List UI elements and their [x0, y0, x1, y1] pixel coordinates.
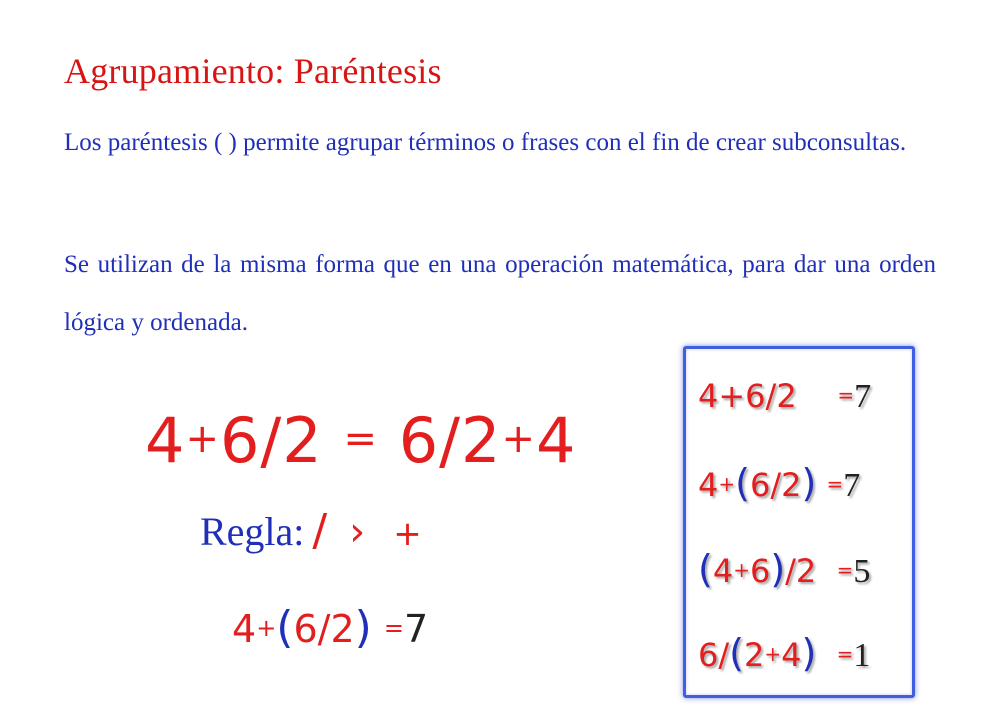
- ex-close-paren: ): [354, 602, 372, 653]
- row2-result: 7: [843, 467, 861, 504]
- eq-right-b: 4: [536, 404, 577, 477]
- row4-close: ): [801, 631, 817, 675]
- box-row-3: [698, 547, 870, 591]
- examples-box: [683, 346, 915, 698]
- eq-left-plus: +: [185, 416, 220, 462]
- row3-post: /2: [785, 552, 817, 590]
- paragraph-grouping: Los paréntesis ( ) permite agrupar términos o frases con el fin de crear subconsultas.: [64, 129, 907, 156]
- row4-result: 1: [853, 637, 871, 674]
- eq-left-a: 4: [145, 404, 186, 477]
- ex-inner: 6/2: [293, 607, 355, 651]
- row3-plus: +: [733, 558, 750, 582]
- box-row-4: [698, 631, 870, 675]
- row4-b: 4: [781, 636, 802, 674]
- slide-title: Agrupamiento: Paréntesis: [64, 51, 442, 91]
- row2-inner: 6/2: [749, 466, 802, 504]
- precedence-rule: [200, 505, 422, 556]
- row4-plus: +: [764, 642, 782, 666]
- eq-left-b: 6/2: [219, 404, 323, 477]
- row1-result: 7: [854, 378, 872, 415]
- row3-close: ): [770, 547, 786, 591]
- row3-open: (: [698, 547, 713, 591]
- eq-right-plus: +: [501, 416, 536, 462]
- rule-relation: ›: [349, 509, 366, 555]
- ex-open-paren: (: [276, 602, 294, 653]
- row1-equals: =: [837, 383, 855, 407]
- row3-b: 6: [749, 552, 771, 590]
- example-equation: [232, 602, 428, 653]
- main-equation: [145, 404, 576, 477]
- row3-result: 5: [853, 553, 871, 590]
- ex-equals: =: [383, 614, 404, 642]
- row2-plus: +: [718, 472, 736, 496]
- row2-equals: =: [826, 472, 844, 496]
- paragraph-usage: Se utilizan de la misma forma que en una operación matemática, para dar una orden lógica y ordenada.: [64, 251, 936, 336]
- ex-result: 7: [404, 607, 429, 651]
- ex-a: 4: [232, 607, 257, 651]
- rule-division: /: [312, 505, 328, 556]
- row4-pre: 6/: [698, 636, 730, 674]
- box-row-1: [698, 377, 871, 416]
- ex-plus: +: [256, 614, 277, 642]
- eq-equals: =: [343, 416, 378, 462]
- eq-right-a: 6/2: [398, 404, 502, 477]
- row1-expr: 4+6/2: [698, 377, 797, 415]
- row4-open: (: [729, 631, 744, 675]
- row2-close: ): [801, 461, 817, 505]
- rule-label: Regla:: [200, 509, 305, 554]
- rule-addition: +: [393, 514, 422, 554]
- row3-a: 4: [712, 552, 734, 590]
- row3-equals: =: [836, 558, 854, 582]
- row2-pre: 4: [698, 466, 719, 504]
- row4-a: 2: [743, 636, 765, 674]
- row2-open: (: [735, 461, 750, 505]
- box-row-2: [698, 461, 860, 505]
- row4-equals: =: [836, 642, 854, 666]
